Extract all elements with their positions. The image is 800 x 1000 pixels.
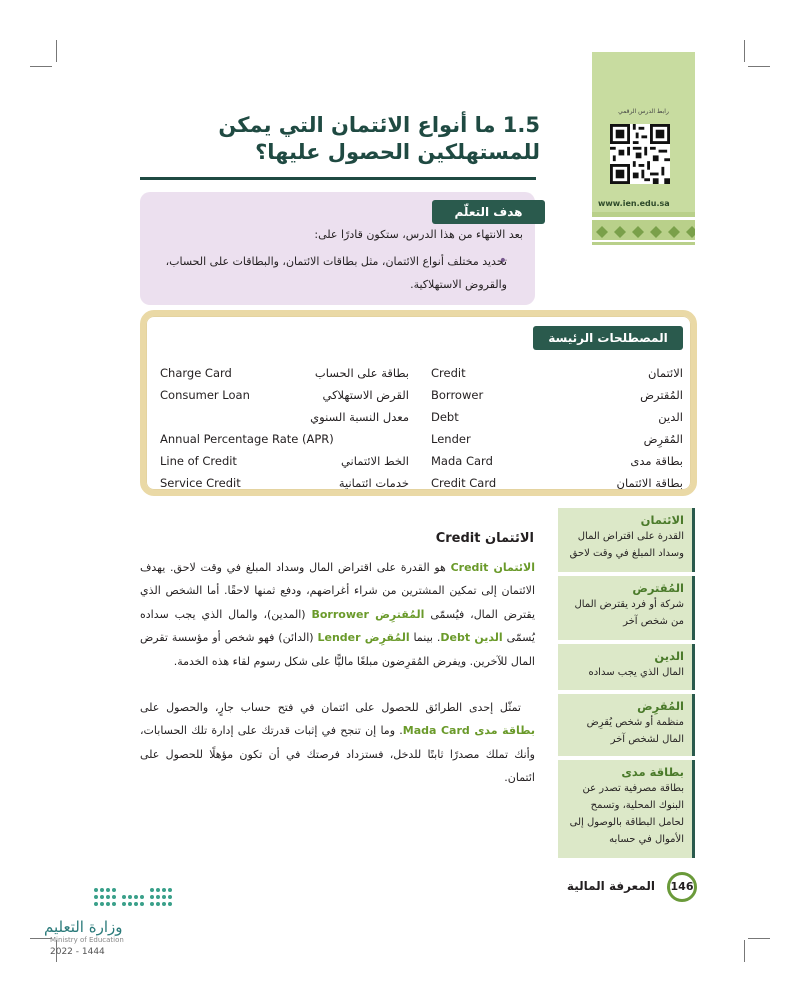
lesson-title: ما أنواع الائتمان التي يمكن للمستهلكين الحصول عليها؟ <box>218 113 540 164</box>
glossary-term: بطاقة مدى <box>621 765 684 779</box>
paragraph <box>140 696 535 790</box>
term-english: Annual Percentage Rate (APR) <box>160 432 334 446</box>
term-arabic: بطاقة الائتمان <box>616 476 683 490</box>
term-english: Service Credit <box>160 476 241 490</box>
glossary-item <box>558 694 695 756</box>
highlight-term: المُقرِض Lender <box>317 631 410 645</box>
paragraph-text: . بينما <box>409 631 441 645</box>
glossary-definition: شركة أو فرد يقترض المال من شخص آخر <box>574 599 684 627</box>
highlight-term: المُقترِض Borrower <box>311 607 425 621</box>
glossary-definition: منظمة أو شخص يُقرِض المال لشخص آخر <box>586 717 684 745</box>
glossary-item <box>558 576 695 640</box>
qr-code-icon[interactable] <box>610 124 670 184</box>
highlight-term: الائتمان Credit <box>450 561 535 574</box>
glossary-term: الدين <box>654 649 684 663</box>
edition-year: 2022 - 1444 <box>50 947 105 957</box>
term-english: Consumer Loan <box>160 388 250 402</box>
highlight-term: بطاقة مدى Mada Card <box>402 724 536 738</box>
term-english: Line of Credit <box>160 454 237 468</box>
glossary-definition: القدرة على اقتراض المال وسداد المبلغ في وقت لاحق <box>569 531 684 559</box>
learning-goal-list <box>137 250 523 296</box>
qr-url[interactable]: www.ien.edu.sa <box>598 199 670 208</box>
paragraph-text: هو القدرة على اقتراض المال وسداد المبلغ في وقت لاحق. يهدف الائتمان إلى تمكين المشترين من شراء أغراضهم، ودفع ثمنها لاحقًا. أما الشخص الذي يقترض المال، فيُسمّى <box>140 561 536 621</box>
term-arabic: الدين <box>658 410 683 424</box>
term-arabic: خدمات ائتمانية <box>338 476 409 490</box>
learning-goal-heading: هدف التعلّم <box>432 200 545 224</box>
term-arabic: معدل النسبة السنوي <box>310 410 409 424</box>
paragraph-text: (المدين)، والمال الذي يجب سداده يُسمّى <box>140 607 535 645</box>
glossary-item <box>558 644 695 690</box>
ministry-name-english: Ministry of Education <box>50 936 124 944</box>
learning-goal-item: • تحديد مختلف أنواع الائتمان، مثل بطاقات الائتمان، والبطاقات على الحساب، والقروض الاستهلاكية. <box>137 250 507 296</box>
crop-mark <box>744 940 745 962</box>
glossary-definition: المال الذي يجب سداده <box>588 667 684 678</box>
lesson-number: 1.5 <box>502 113 540 137</box>
term-arabic: بطاقة على الحساب <box>314 366 409 380</box>
digital-lesson-panel <box>592 52 695 245</box>
crop-mark <box>30 938 52 939</box>
glossary-item <box>558 508 695 572</box>
glossary-term: المُقترض <box>632 581 684 595</box>
crop-mark <box>744 40 745 62</box>
glossary-item <box>558 760 695 858</box>
term-english: Credit <box>431 366 466 380</box>
crop-mark <box>56 40 57 62</box>
term-english: Lender <box>431 432 471 446</box>
page-number: 146 <box>667 872 697 902</box>
term-english: Mada Card <box>431 454 493 468</box>
term-arabic: الخط الائتماني <box>340 454 409 468</box>
ministry-logo-icon <box>92 884 174 912</box>
term-arabic: المُقترض <box>640 388 683 402</box>
crop-mark <box>748 66 770 67</box>
qr-label: رابط الدرس الرقمي <box>618 108 669 115</box>
paragraph-text: تمثّل إحدى الطرائق للحصول على ائتمان في فتح حساب جارٍ، والحصول على <box>140 701 521 714</box>
term-english: Borrower <box>431 388 484 402</box>
ministry-name-arabic: وزارة التعليم <box>44 918 123 936</box>
glossary-term: الائتمان <box>640 513 684 527</box>
term-english: Credit Card <box>431 476 497 490</box>
term-english: Charge Card <box>160 366 232 380</box>
term-english: Debt <box>431 410 459 424</box>
term-arabic: الائتمان <box>647 366 683 380</box>
crop-mark <box>748 938 770 939</box>
book-title: المعرفة المالية <box>566 879 655 893</box>
key-terms-heading: المصطلحات الرئيسة <box>533 326 683 350</box>
learning-goal-box <box>140 192 535 305</box>
crop-mark <box>30 66 52 67</box>
section-heading: الائتمان Credit <box>435 531 534 546</box>
key-terms-box <box>140 310 697 496</box>
paragraph-text: (الدائن) فهو شخص أو مؤسسة تقرض المال للآخرين. ويفرض المُقرِضون مبلغًا ماليًّا على شكل رسوم لقاء هذه الخدمة. <box>140 631 535 668</box>
learning-goal-intro: بعد الانتهاء من هذا الدرس، ستكون قادرًا على: <box>314 228 523 241</box>
paragraph <box>140 556 535 673</box>
highlight-term: الدين Debt <box>440 631 503 645</box>
glossary-definition: بطاقة مصرفية تصدر عن البنوك المحلية، وتسمح لحامل البطاقة بالوصول إلى الأموال في حسابه <box>569 783 684 845</box>
term-arabic: القرض الاستهلاكي <box>322 388 409 402</box>
title-divider <box>140 177 536 180</box>
paragraph-text: . وما إن تنجح في إثبات قدرتك على إدارة تلك الحسابات، وأنك تملك مصدرًا ثابتًا للدخل، فستزداد فرصتك في أن تكون مؤهلًا للحصول على ائتمان. <box>140 724 535 785</box>
term-arabic: المُقرِض <box>643 432 683 446</box>
glossary-term: المُقرِض <box>637 699 684 713</box>
term-arabic: بطاقة مدى <box>630 454 683 468</box>
page-title <box>140 112 540 166</box>
decorative-pattern <box>592 212 695 245</box>
